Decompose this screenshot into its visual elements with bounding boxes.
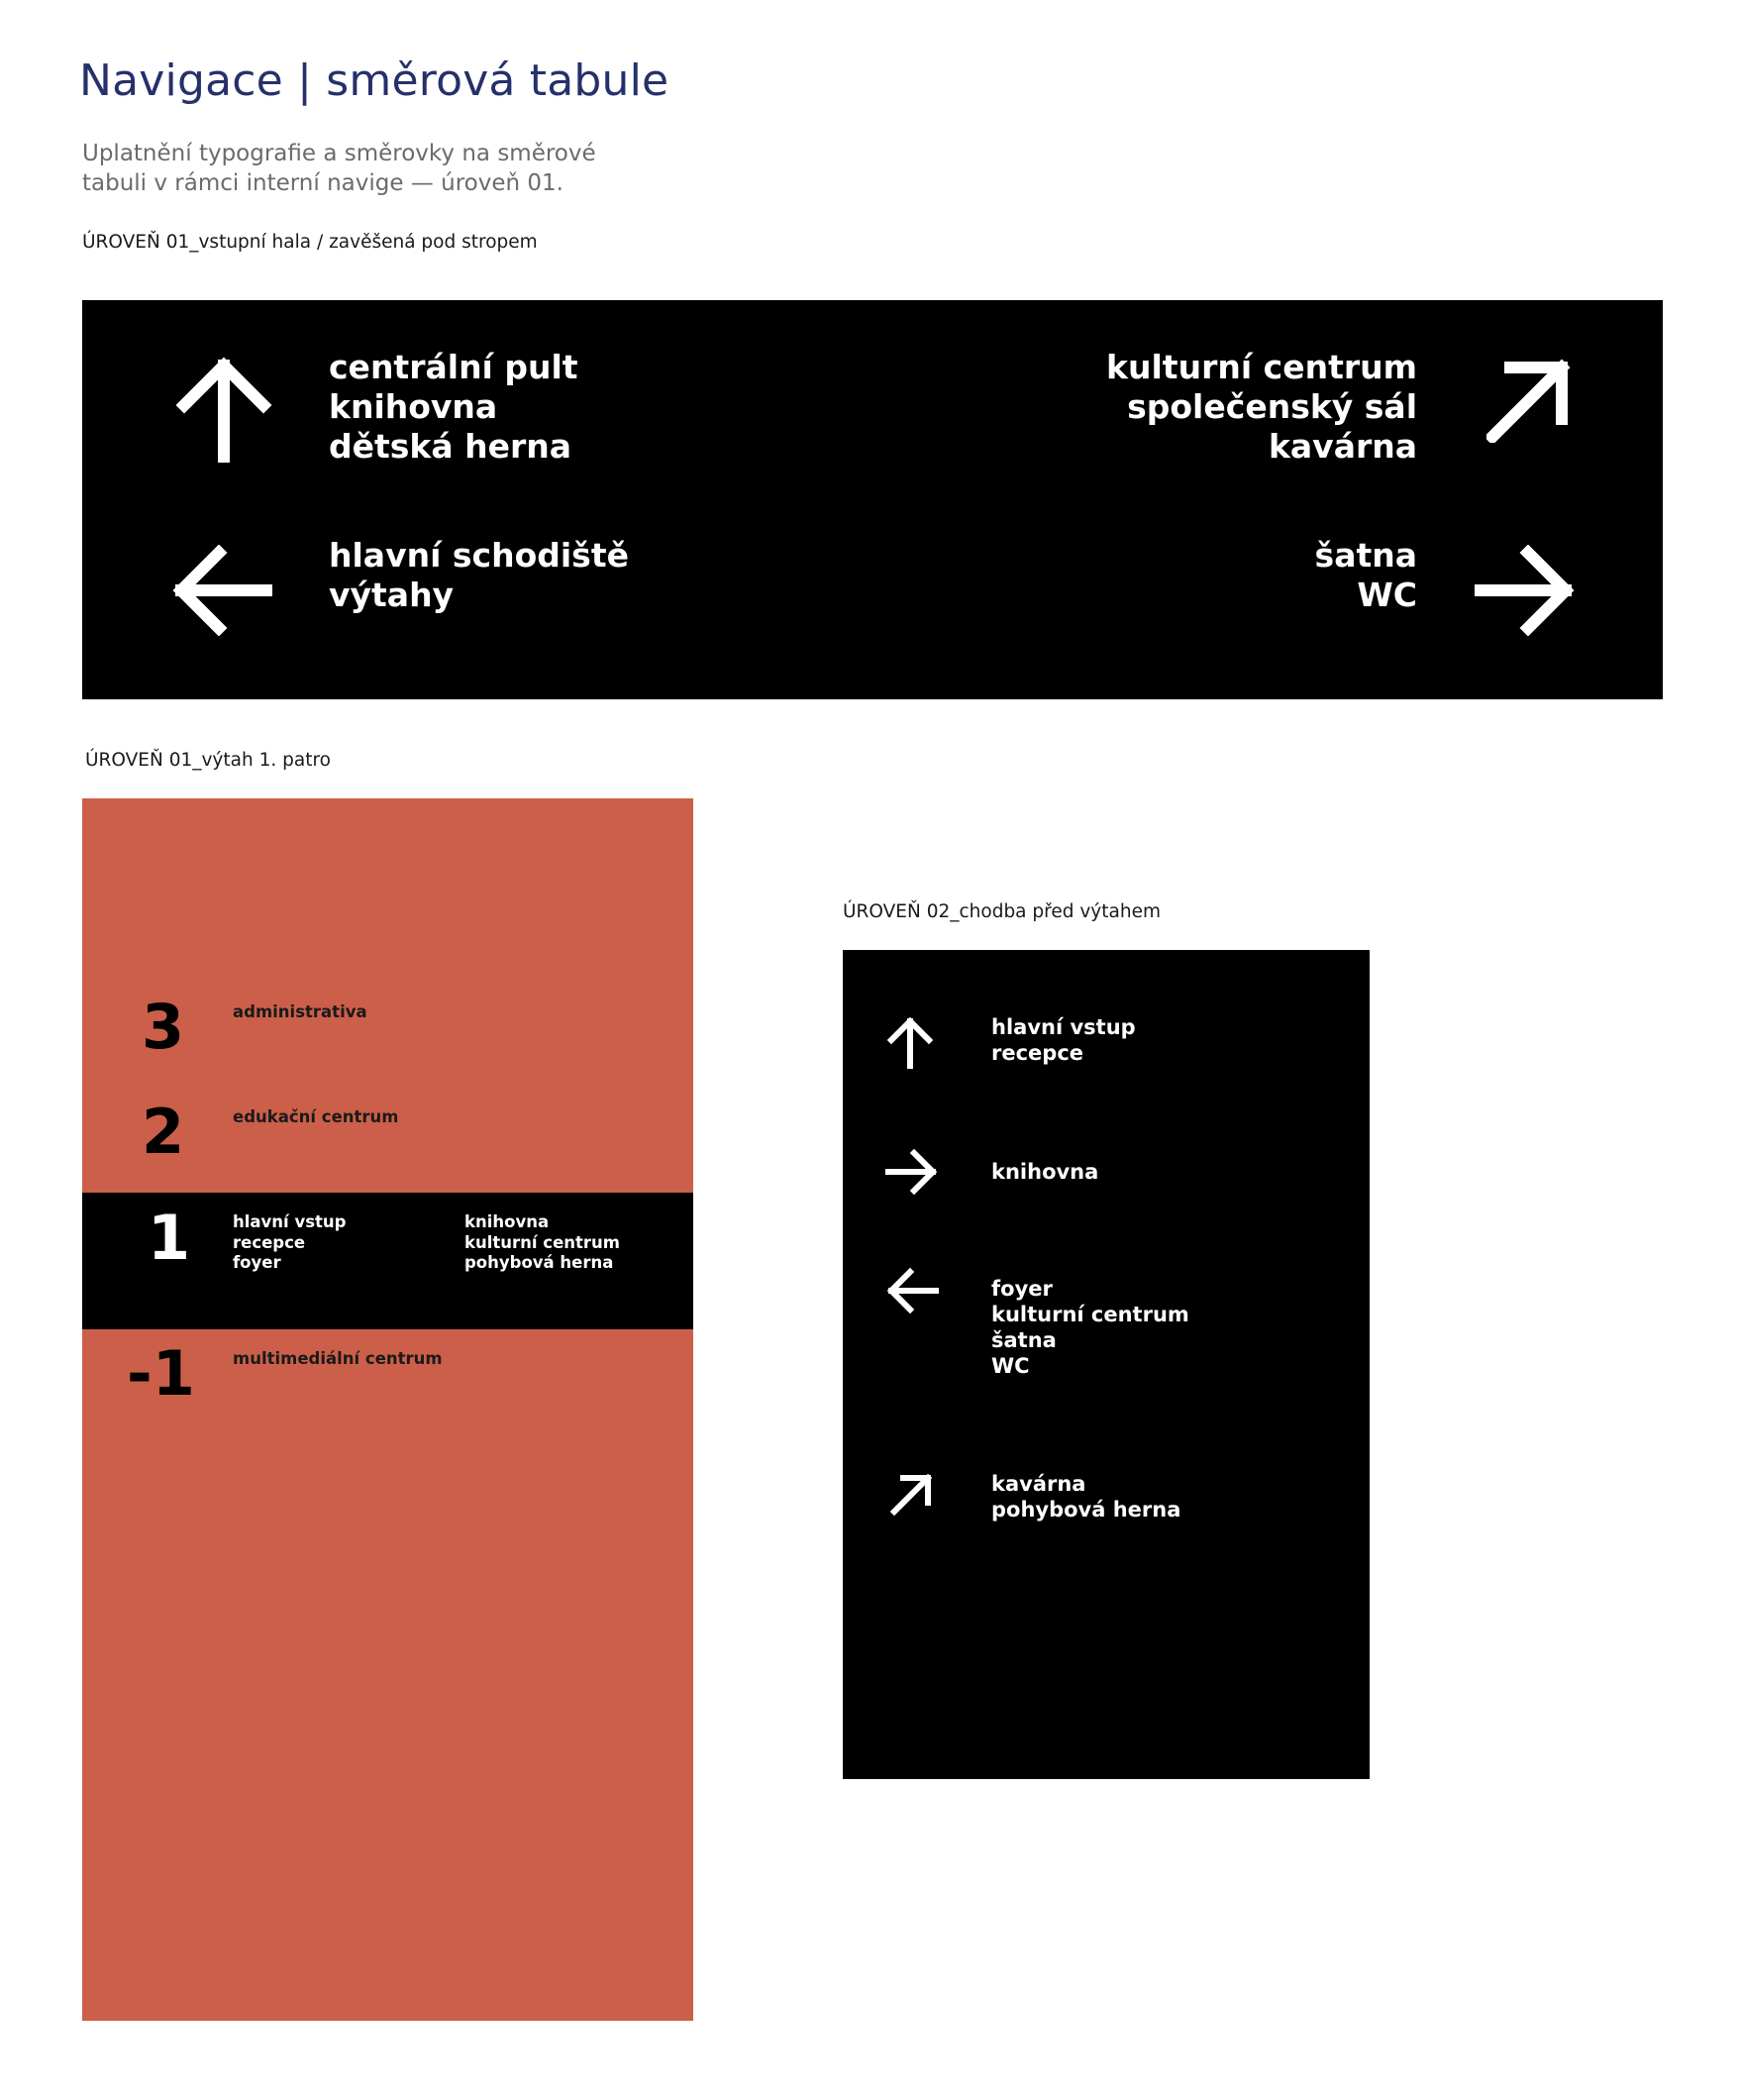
hall-group-up xyxy=(329,348,578,467)
arrow-up-icon xyxy=(174,356,273,463)
destination-label: centrální pult xyxy=(329,348,578,386)
arrow-up-right-icon xyxy=(1486,358,1572,443)
lift-panel xyxy=(82,798,693,2021)
destination-label: kulturní centrum xyxy=(1106,348,1417,386)
destination-label: pohybová herna xyxy=(991,1498,1181,1522)
corridor-group-up-right xyxy=(991,1471,1180,1522)
arrow-left-icon xyxy=(885,1267,939,1314)
floor-number: 2 xyxy=(142,1096,185,1168)
floor-label: pohybová herna xyxy=(464,1253,614,1272)
floor-label: foyer xyxy=(233,1253,281,1272)
floor-number: -1 xyxy=(127,1337,195,1410)
hall-group-up-right xyxy=(1106,348,1417,467)
hall-group-left xyxy=(329,536,629,615)
corridor-group-left xyxy=(991,1276,1189,1379)
arrow-left-icon xyxy=(169,545,272,636)
subtitle-line: Uplatnění typografie a směrovky na směrové xyxy=(82,141,596,166)
corridor-sign-caption: ÚROVEŇ 02_chodba před výtahem xyxy=(843,901,1161,922)
floor-labels xyxy=(233,1002,367,1023)
destination-label: hlavní schodiště xyxy=(329,536,629,575)
floor-labels xyxy=(233,1349,443,1370)
destination-label: výtahy xyxy=(329,576,455,614)
corridor-sign xyxy=(843,950,1370,1779)
destination-label: foyer xyxy=(991,1277,1053,1301)
floor-label: recepce xyxy=(233,1232,306,1252)
destination-label: kavárna xyxy=(991,1472,1086,1496)
destination-label: knihovna xyxy=(991,1160,1099,1184)
hall-sign xyxy=(82,300,1663,699)
floor-label: kulturní centrum xyxy=(464,1232,620,1252)
destination-label: WC xyxy=(1357,576,1417,614)
arrow-right-icon xyxy=(885,1148,939,1196)
floor-labels-right xyxy=(464,1212,620,1274)
floor-label: edukační centrum xyxy=(233,1107,399,1126)
destination-label: šatna xyxy=(991,1328,1057,1352)
destination-label: knihovna xyxy=(329,387,498,426)
destination-label: recepce xyxy=(991,1041,1084,1065)
floor-label: administrativa xyxy=(233,1002,367,1021)
floor-number-current: 1 xyxy=(148,1202,191,1274)
destination-label: společenský sál xyxy=(1127,387,1417,426)
floor-number: 3 xyxy=(142,991,185,1063)
hall-sign-caption: ÚROVEŇ 01_vstupní hala / zavěšená pod stropem xyxy=(82,232,538,253)
floor-labels xyxy=(233,1107,398,1128)
corridor-group-up xyxy=(991,1014,1136,1066)
destination-label: dětská herna xyxy=(329,427,572,466)
lift-panel-caption: ÚROVEŇ 01_výtah 1. patro xyxy=(85,750,331,771)
floor-labels xyxy=(233,1212,346,1274)
page-title: Navigace | směrová tabule xyxy=(79,55,669,106)
hall-group-right xyxy=(1315,536,1417,615)
floor-label: knihovna xyxy=(464,1212,550,1231)
arrow-right-icon xyxy=(1475,545,1578,636)
floor-label: hlavní vstup xyxy=(233,1212,347,1231)
destination-label: hlavní vstup xyxy=(991,1015,1136,1039)
subtitle-line: tabuli v rámci interní navige — úroveň 01. xyxy=(82,170,563,196)
destination-label: šatna xyxy=(1314,536,1417,575)
page-subtitle xyxy=(82,139,637,198)
floor-label: multimediální centrum xyxy=(233,1349,443,1368)
corridor-group-right xyxy=(991,1159,1098,1185)
destination-label: WC xyxy=(991,1354,1030,1378)
destination-label: kavárna xyxy=(1268,427,1417,466)
destination-label: kulturní centrum xyxy=(991,1303,1189,1326)
arrow-up-right-icon xyxy=(890,1472,934,1516)
arrow-up-icon xyxy=(886,1015,934,1069)
